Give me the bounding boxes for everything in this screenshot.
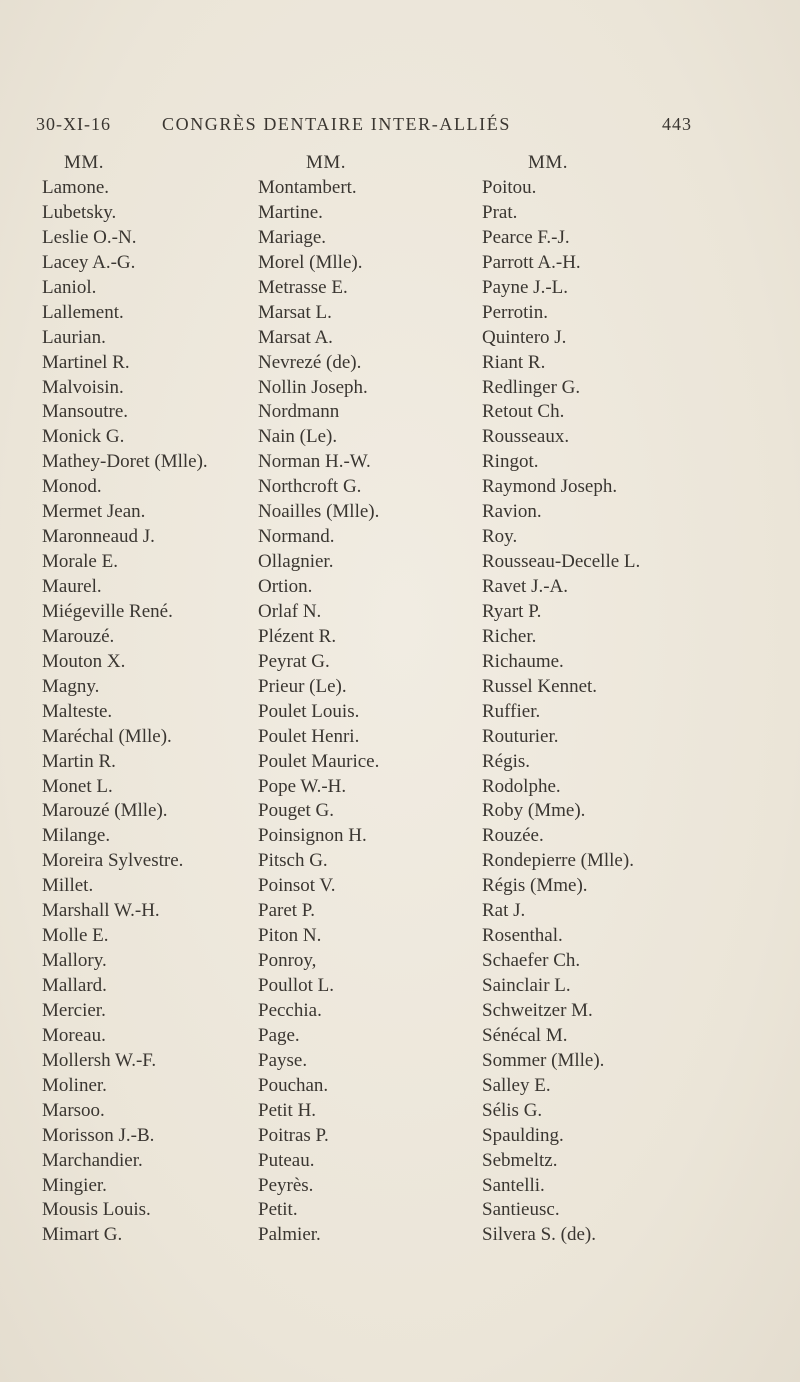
name-entry: Santieusc. bbox=[482, 1199, 560, 1221]
name-entry: Rat J. bbox=[482, 900, 526, 922]
name-entry: Marsat L. bbox=[258, 301, 332, 323]
name-entry: Rodolphe. bbox=[482, 775, 561, 797]
name-entry: Régis. bbox=[482, 750, 531, 772]
name-entry: Schweitzer M. bbox=[482, 999, 593, 1021]
name-entry: Perrotin. bbox=[482, 301, 548, 323]
name-entry: Normand. bbox=[258, 526, 335, 548]
name-entry: Ortion. bbox=[258, 576, 313, 597]
name-entry: Laurian. bbox=[42, 326, 106, 348]
name-entry: Monick G. bbox=[42, 426, 125, 448]
name-entry: Piton N. bbox=[258, 925, 322, 947]
name-entry: Poinsignon H. bbox=[258, 825, 367, 847]
name-entry: Raymond Joseph. bbox=[482, 476, 618, 498]
name-entry: Paret P. bbox=[258, 900, 315, 922]
name-entry: Mathey-Doret (Mlle). bbox=[42, 451, 208, 473]
name-entry: Marouzé. bbox=[42, 625, 115, 647]
name-entry: Rousseaux. bbox=[482, 426, 570, 448]
name-entry: Santelli. bbox=[482, 1174, 545, 1196]
column-heading: MM. bbox=[64, 152, 105, 173]
name-entry: Mallory. bbox=[42, 950, 107, 972]
name-entry: Poitou. bbox=[482, 177, 537, 198]
name-entry: Monod. bbox=[42, 476, 102, 498]
name-entry: Lamone. bbox=[42, 177, 110, 198]
name-entry: Pouget G. bbox=[258, 800, 334, 822]
name-entry: Pouchan. bbox=[258, 1074, 329, 1096]
name-entry: Pitsch G. bbox=[258, 850, 328, 872]
name-list bbox=[42, 176, 257, 1248]
name-entry: Poulet Henri. bbox=[258, 725, 360, 747]
name-entry: Ruffier. bbox=[482, 700, 541, 722]
name-entry: Milange. bbox=[42, 825, 111, 847]
header-title: CONGRÈS DENTAIRE INTER-ALLIÉS bbox=[162, 114, 511, 134]
name-list bbox=[258, 176, 478, 1248]
name-entry: Pearce F.-J. bbox=[482, 226, 570, 248]
name-entry: Laniol. bbox=[42, 276, 97, 298]
name-entry: Marsat A. bbox=[258, 326, 333, 348]
name-entry: Nollin Joseph. bbox=[258, 376, 368, 398]
name-entry: Ravion. bbox=[482, 501, 542, 523]
name-list bbox=[482, 176, 800, 1248]
name-entry: Sénécal M. bbox=[482, 1024, 568, 1046]
name-entry: Salley E. bbox=[482, 1074, 551, 1096]
name-entry: Payse. bbox=[258, 1049, 308, 1071]
name-entry: Silvera S. (de). bbox=[482, 1224, 596, 1246]
name-entry: Malvoisin. bbox=[42, 376, 124, 398]
name-entry: Moreau. bbox=[42, 1024, 106, 1046]
name-entry: Sélis G. bbox=[482, 1099, 543, 1121]
name-entry: Morisson J.-B. bbox=[42, 1124, 155, 1146]
name-entry: Petit. bbox=[258, 1199, 298, 1221]
name-entry: Morale E. bbox=[42, 551, 118, 573]
name-entry: Mouton X. bbox=[42, 650, 126, 672]
name-entry: Petit H. bbox=[258, 1099, 317, 1121]
name-entry: Morel (Mlle). bbox=[258, 251, 363, 273]
name-entry: Ravet J.-A. bbox=[482, 576, 569, 597]
name-entry: Prieur (Le). bbox=[258, 675, 347, 697]
header-date: 30-XI-16 bbox=[36, 114, 111, 134]
name-entry: Ryart P. bbox=[482, 600, 542, 622]
name-entry: Mimart G. bbox=[42, 1224, 123, 1246]
name-entry: Régis (Mme). bbox=[482, 875, 588, 897]
name-entry: Marchandier. bbox=[42, 1149, 143, 1171]
name-entry: Rosenthal. bbox=[482, 925, 563, 947]
name-entry: Ponroy, bbox=[258, 950, 317, 972]
name-column-2 bbox=[258, 150, 478, 1248]
name-entry: Quintero J. bbox=[482, 326, 567, 348]
name-entry: Plézent R. bbox=[258, 625, 337, 647]
name-entry: Poulet Maurice. bbox=[258, 750, 380, 772]
name-entry: Poinsot V. bbox=[258, 875, 336, 897]
name-entry: Montambert. bbox=[258, 177, 357, 198]
name-entry: Molle E. bbox=[42, 925, 109, 947]
name-entry: Lallement. bbox=[42, 301, 124, 323]
name-entry: Martine. bbox=[258, 201, 323, 223]
name-entry: Pope W.-H. bbox=[258, 775, 347, 797]
name-entry: Miégeville René. bbox=[42, 600, 173, 622]
name-entry: Moliner. bbox=[42, 1074, 107, 1096]
name-entry: Sainclair L. bbox=[482, 975, 571, 996]
name-entry: Peyrès. bbox=[258, 1174, 314, 1196]
name-entry: Poullot L. bbox=[258, 975, 335, 996]
name-entry: Mallard. bbox=[42, 975, 107, 996]
name-entry: Moreira Sylvestre. bbox=[42, 850, 184, 872]
name-entry: Sommer (Mlle). bbox=[482, 1049, 605, 1071]
name-entry: Poitras P. bbox=[258, 1124, 329, 1146]
name-entry: Page. bbox=[258, 1024, 300, 1046]
name-entry: Richaume. bbox=[482, 650, 564, 672]
name-entry: Martinel R. bbox=[42, 351, 130, 373]
name-entry: Redlinger G. bbox=[482, 376, 581, 398]
name-entry: Mercier. bbox=[42, 999, 106, 1021]
name-entry: Mermet Jean. bbox=[42, 501, 146, 523]
name-entry: Nevrezé (de). bbox=[258, 351, 362, 373]
name-entry: Nain (Le). bbox=[258, 426, 338, 448]
name-entry: Marsoo. bbox=[42, 1099, 105, 1121]
name-entry: Northcroft G. bbox=[258, 476, 362, 498]
name-entry: Pecchia. bbox=[258, 999, 322, 1021]
name-entry: Rouzée. bbox=[482, 825, 544, 847]
name-entry: Metrasse E. bbox=[258, 276, 348, 298]
name-entry: Payne J.-L. bbox=[482, 276, 569, 298]
running-header bbox=[36, 114, 692, 140]
name-entry: Roy. bbox=[482, 526, 518, 548]
name-entry: Nordmann bbox=[258, 401, 340, 423]
name-entry: Mollersh W.-F. bbox=[42, 1049, 157, 1071]
name-entry: Mousis Louis. bbox=[42, 1199, 151, 1221]
name-entry: Maréchal (Mlle). bbox=[42, 725, 172, 747]
name-entry: Millet. bbox=[42, 875, 94, 897]
name-entry: Rousseau-Decelle L. bbox=[482, 551, 641, 573]
name-entry: Richer. bbox=[482, 625, 537, 647]
name-column-3 bbox=[482, 150, 800, 1248]
name-entry: Poulet Louis. bbox=[258, 700, 360, 722]
column-heading: MM. bbox=[306, 152, 347, 173]
name-entry: Lacey A.-G. bbox=[42, 251, 136, 273]
column-heading: MM. bbox=[528, 152, 569, 173]
name-entry: Ollagnier. bbox=[258, 551, 334, 573]
name-entry: Marshall W.-H. bbox=[42, 900, 160, 922]
name-entry: Russel Kennet. bbox=[482, 675, 598, 697]
name-entry: Norman H.-W. bbox=[258, 451, 371, 473]
name-entry: Noailles (Mlle). bbox=[258, 501, 380, 523]
name-entry: Orlaf N. bbox=[258, 600, 322, 622]
name-entry: Retout Ch. bbox=[482, 401, 565, 423]
name-entry: Mariage. bbox=[258, 226, 327, 248]
name-entry: Prat. bbox=[482, 201, 518, 223]
name-entry: Roby (Mme). bbox=[482, 800, 586, 822]
name-entry: Peyrat G. bbox=[258, 650, 330, 672]
page-number: 443 bbox=[662, 114, 692, 134]
name-entry: Routurier. bbox=[482, 725, 559, 747]
name-entry: Palmier. bbox=[258, 1224, 321, 1246]
name-entry: Spaulding. bbox=[482, 1124, 564, 1146]
name-entry: Ringot. bbox=[482, 451, 539, 473]
name-entry: Parrott A.-H. bbox=[482, 251, 581, 273]
name-entry: Malteste. bbox=[42, 700, 113, 722]
name-entry: Sebmeltz. bbox=[482, 1149, 558, 1171]
name-entry: Riant R. bbox=[482, 351, 546, 373]
name-entry: Schaefer Ch. bbox=[482, 950, 581, 972]
name-entry: Leslie O.-N. bbox=[42, 226, 137, 248]
name-entry: Marouzé (Mlle). bbox=[42, 800, 168, 822]
name-entry: Mansoutre. bbox=[42, 401, 129, 423]
name-column-1 bbox=[42, 150, 257, 1248]
name-entry: Mingier. bbox=[42, 1174, 107, 1196]
name-entry: Maurel. bbox=[42, 576, 102, 597]
name-entry: Monet L. bbox=[42, 775, 113, 797]
name-entry: Martin R. bbox=[42, 750, 116, 772]
name-entry: Maronneaud J. bbox=[42, 526, 155, 548]
name-entry: Puteau. bbox=[258, 1149, 315, 1171]
name-entry: Magny. bbox=[42, 675, 100, 697]
name-entry: Lubetsky. bbox=[42, 201, 117, 223]
name-entry: Rondepierre (Mlle). bbox=[482, 850, 634, 872]
